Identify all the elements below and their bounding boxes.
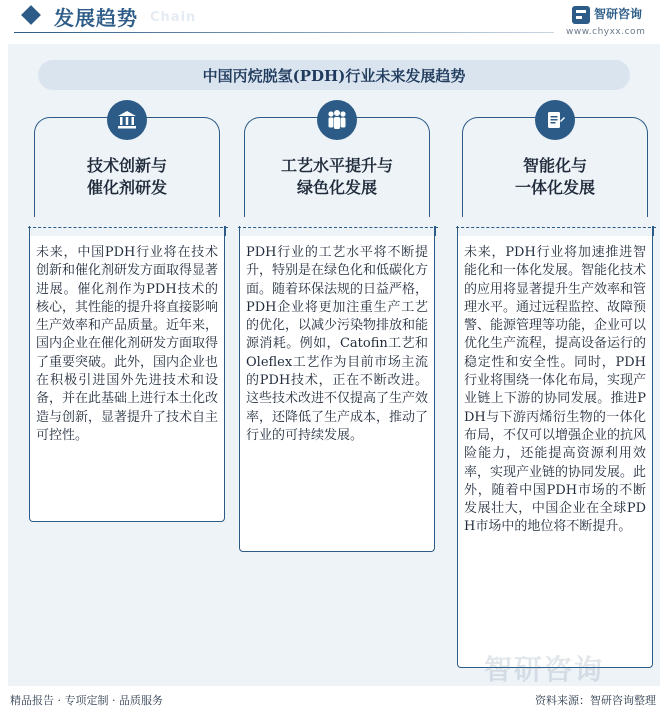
page-title: 发展趋势 <box>54 6 138 30</box>
card-title-1 <box>34 155 220 199</box>
card-text-3: 未来，PDH行业将加速推进智能化和一体化发展。智能化技术的应用将显著提升生产效率和管理水平。通过远程监控、故障预警、能源管理等功能，企业可以优化生产流程，提高设备运行的稳定性和安全性。同时，PDH行业将围绕一体化布局，实现产业链上下游的协同发展。推进PDH与下游丙烯衍生物的一体化布局，不仅可以增强企业的抗风险能力，还能提高资源利用效率，实现产业链的协同发展。此外，随着中国PDH市场的不断发展壮大，中国企业在全球PDH市场中的地位将不断提升。 <box>464 245 647 535</box>
logo-icon <box>572 6 590 24</box>
card-divider-1 <box>28 227 228 228</box>
banner <box>38 60 630 90</box>
card-body-3 <box>457 236 653 668</box>
card-body-1 <box>29 236 225 522</box>
logo-text: 智研咨询 <box>594 7 643 21</box>
card-text-1: 未来，中国PDH行业将在技术创新和催化剂研发方面取得显著进展。催化剂作为PDH技术的核心，其性能的提升将直接影响生产效率和产品质量。近年来，国内企业在催化剂研发方面取得了重要突破。此外，国内企业也在积极引进国外先进技术和设备，并在此基础上进行本土化改造与创新，显著提升了技术自主可控性。 <box>36 245 219 443</box>
card-text-2: PDH行业的工艺水平将不断提升，特别是在绿色化和低碳化方面。随着环保法规的日益严格，PDH企业将更加注重生产工艺的优化，以减少污染物排放和能源消耗。例如，Catofin工艺和Oleflex工艺作为目前市场主流的PDH技术，正在不断改进。这些技术改进不仅提高了生产效率，还降低了生产成本，推动了行业的可持续发展。 <box>246 245 429 443</box>
footer-watermark: 智研咨询 <box>484 653 605 686</box>
document-icon <box>535 100 575 140</box>
diamond-icon <box>21 5 41 25</box>
footer-slogan: 精品报告 · 专项定制 · 品质服务 <box>10 694 163 707</box>
card-body-2 <box>239 236 435 552</box>
footer-source: 资料来源：智研咨询整理 <box>535 694 656 707</box>
header-watermark: Chain <box>150 10 197 25</box>
footer <box>0 686 668 712</box>
card-title-3-line1: 智能化与 <box>522 156 587 175</box>
header-divider <box>14 32 554 33</box>
card-divider-3 <box>456 227 656 228</box>
card-title-1-line2: 催化剂研发 <box>86 178 167 197</box>
card-title-3-line2: 一体化发展 <box>514 178 595 197</box>
card-title-2-line1: 工艺水平提升与 <box>280 156 393 175</box>
card-title-3 <box>462 155 648 199</box>
site-url: www.chyxx.com <box>566 27 646 37</box>
card-title-2-line2: 绿色化发展 <box>296 178 377 197</box>
card-title-1-line1: 技术创新与 <box>86 156 167 175</box>
header <box>0 0 668 40</box>
people-icon <box>317 100 357 140</box>
card-divider-2 <box>238 227 438 228</box>
banner-title: 中国丙烷脱氢(PDH)行业未来发展趋势 <box>202 66 466 85</box>
bank-icon <box>107 100 147 140</box>
card-title-2 <box>244 155 430 199</box>
